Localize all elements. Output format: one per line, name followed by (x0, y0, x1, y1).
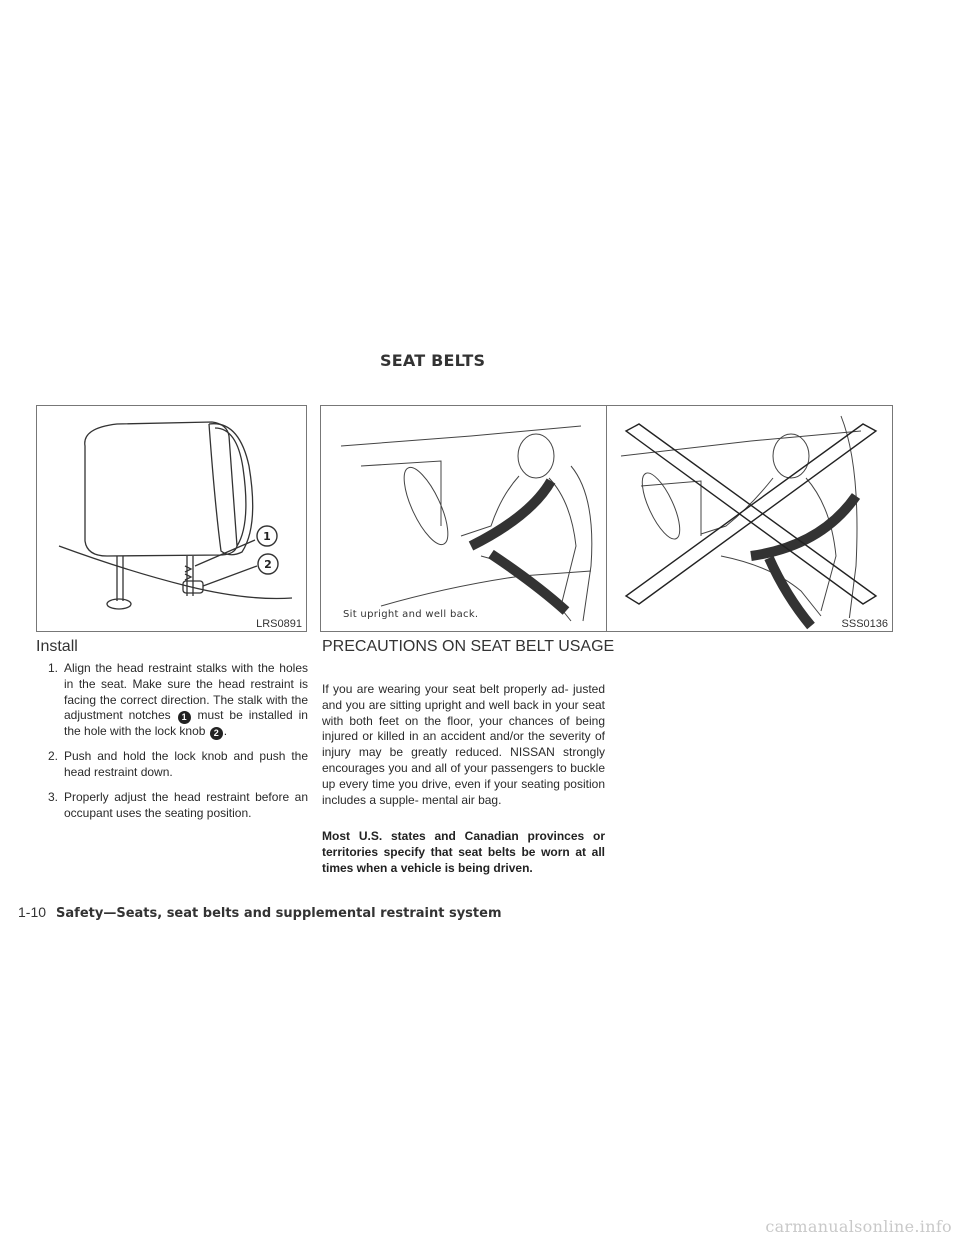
callout-1-inline: 1 (178, 711, 191, 724)
step-number: 1. (48, 661, 59, 675)
page-footer (18, 904, 501, 921)
seating-illustration (321, 406, 894, 633)
head-restraint-illustration (37, 406, 308, 633)
step-text: Align the head restraint stalks with the holes in the seat. Make sure the head restraint is facing the correct direction. The stalk with the adjustment notches (64, 661, 308, 723)
install-step (36, 790, 308, 822)
step-number: 3. (48, 789, 59, 804)
figure-caption: Sit upright and well back. (343, 609, 479, 620)
step-number: 2. (48, 749, 59, 764)
step-text: . (223, 724, 228, 739)
step-text: must be installed in the hole with the lock knob (64, 708, 308, 739)
install-step (36, 661, 308, 740)
figure-divider (606, 406, 607, 631)
precautions-bold-paragraph: Most U.S. states and Canadian provinces or territories specify that seat belts be worn at all times when a vehicle is being driven. (322, 829, 605, 875)
watermark: carmanualsonline.info (765, 1217, 952, 1236)
precautions-paragraph: If you are wearing your seat belt properly ad- justed and you are sitting upright and well back in your seat with both feet on the floor, your chances of being injured or killed in an accident and/or the severity of injury may be greatly reduced. NISSAN strongly encourages you and all of your passengers to buckle up every time you drive, even if your seating position includes a supple- mental air bag. (322, 682, 605, 807)
install-heading: Install (36, 638, 78, 655)
install-step (36, 749, 308, 781)
chapter-title: Safety—Seats, seat belts and supplemental restraint system (56, 906, 502, 921)
precautions-heading: PRECAUTIONS ON SEAT BELT USAGE (322, 638, 615, 655)
step-text: Properly adjust the head restraint before an occupant uses the seating position. (64, 789, 308, 820)
section-title: SEAT BELTS (380, 351, 486, 370)
figure-code-left: LRS0891 (256, 618, 302, 630)
page-number: 1-10 (18, 904, 47, 920)
callout-2-inline: 2 (210, 727, 223, 740)
step-text: Push and hold the lock knob and push the head restraint down. (64, 749, 308, 780)
figure-code-right: SSS0136 (841, 618, 888, 630)
callout-2: 2 (264, 558, 272, 571)
install-steps (36, 661, 308, 831)
callout-1: 1 (263, 530, 271, 543)
head-restraint-figure (36, 405, 307, 632)
seat-belt-usage-figure (320, 405, 893, 632)
